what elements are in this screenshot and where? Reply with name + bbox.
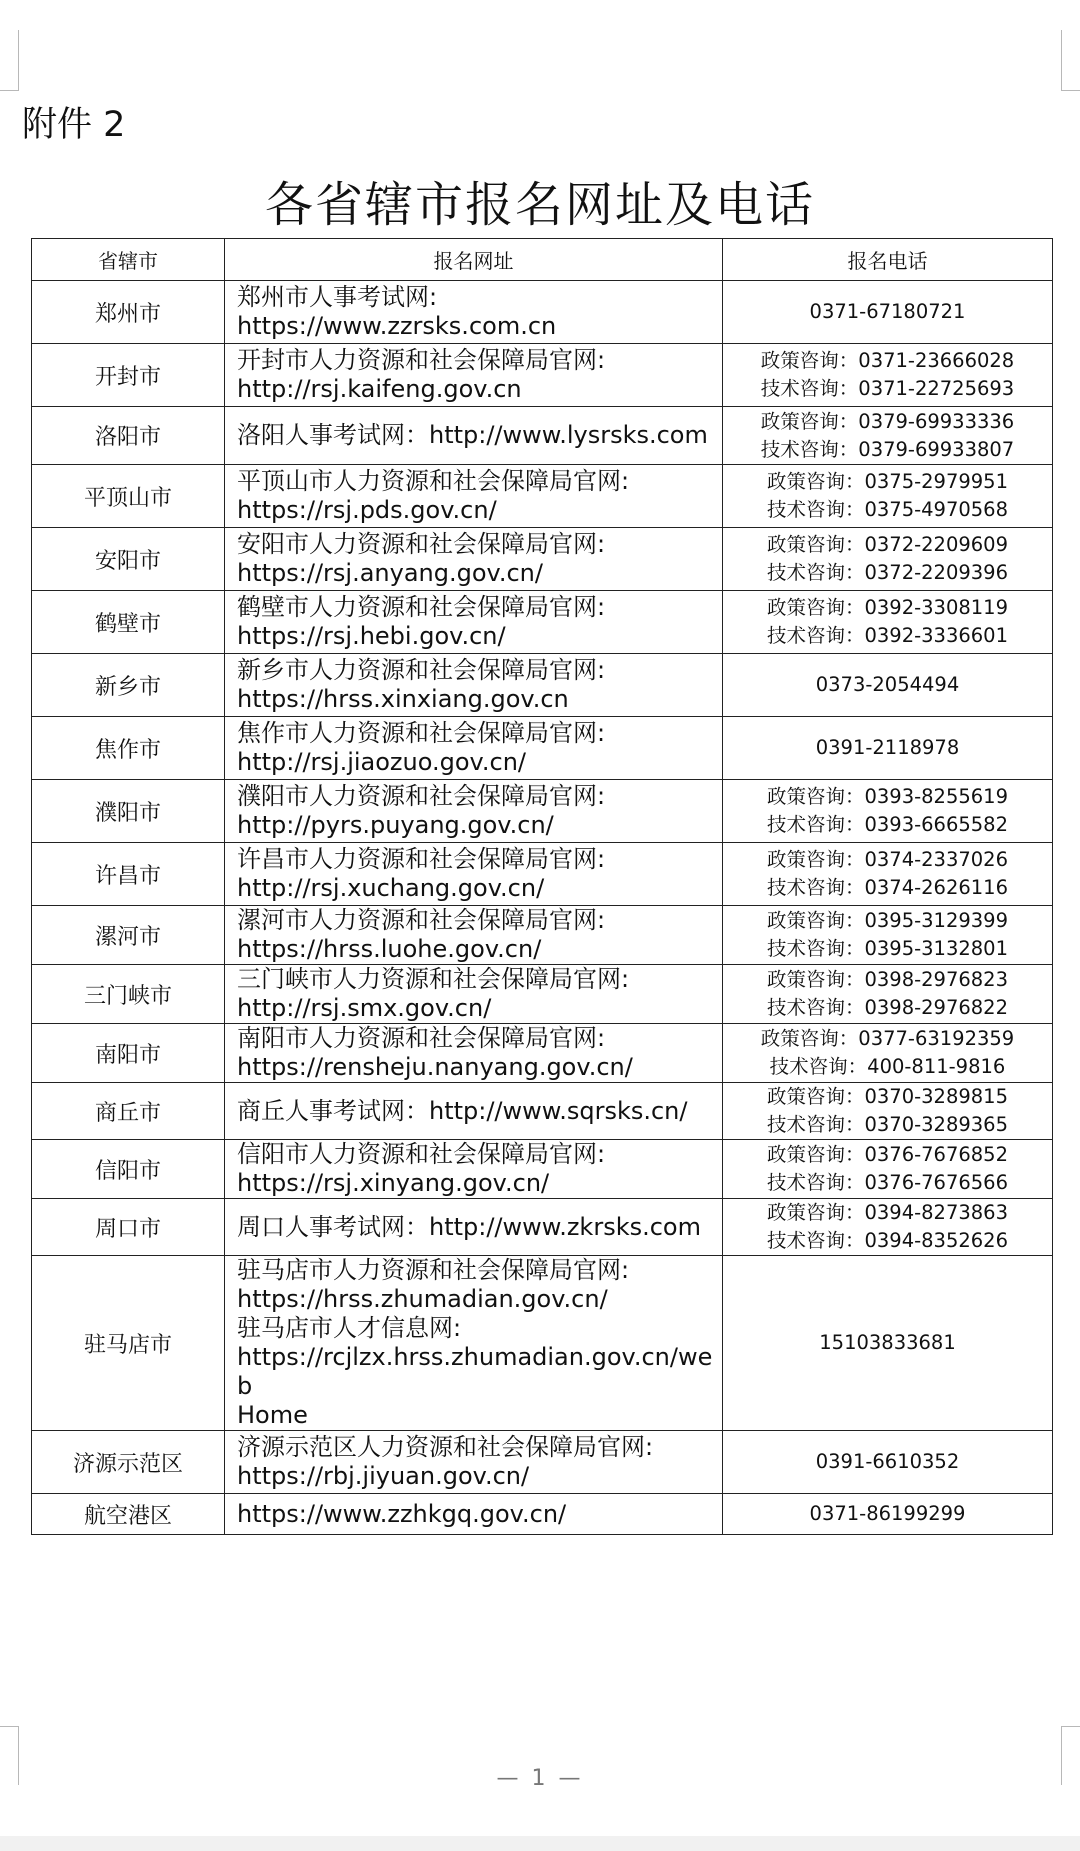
phone-cell xyxy=(723,654,1053,717)
phone-line: 技术咨询：0370-3289365 xyxy=(766,1113,1008,1136)
website-line: 鹤壁市人力资源和社会保障局官网: xyxy=(237,593,606,621)
website-cell xyxy=(225,1140,723,1199)
website-line: https://rbj.jiyuan.gov.cn/ xyxy=(237,1462,530,1490)
phone-line: 政策咨询：0379-69933336 xyxy=(760,409,1015,433)
website-cell xyxy=(225,1024,723,1083)
phone-cell xyxy=(723,344,1053,407)
website-line: 新乡市人力资源和社会保障局官网: xyxy=(237,656,606,684)
phone-cell xyxy=(723,780,1053,843)
city-cell: 周口市 xyxy=(32,1199,225,1256)
table-header-row xyxy=(32,239,1053,281)
table-row xyxy=(32,843,1053,906)
phone-cell xyxy=(723,717,1053,780)
website-line: 济源示范区人力资源和社会保障局官网: xyxy=(237,1433,654,1461)
city-cell: 新乡市 xyxy=(32,654,225,717)
phone-line: 0371-86199299 xyxy=(809,1502,966,1525)
phone-line: 技术咨询：0394-8352626 xyxy=(766,1229,1008,1252)
website-line: 驻马店市人才信息网: xyxy=(237,1314,462,1342)
table-row xyxy=(32,1024,1053,1083)
phone-line: 技术咨询：400-811-9816 xyxy=(769,1055,1006,1078)
phone-cell xyxy=(723,281,1053,344)
phone-cell xyxy=(723,1256,1053,1431)
city-cell: 三门峡市 xyxy=(32,965,225,1024)
table-row xyxy=(32,1140,1053,1199)
city-cell: 航空港区 xyxy=(32,1494,225,1535)
table-row xyxy=(32,654,1053,717)
phone-line: 技术咨询：0376-7676566 xyxy=(766,1171,1008,1194)
website-line: 焦作市人力资源和社会保障局官网: xyxy=(237,719,606,747)
phone-cell xyxy=(723,1024,1053,1083)
website-line: 南阳市人力资源和社会保障局官网: xyxy=(237,1024,606,1052)
phone-cell xyxy=(723,528,1053,591)
phone-cell xyxy=(723,1199,1053,1256)
city-cell: 鹤壁市 xyxy=(32,591,225,654)
phone-cell xyxy=(723,843,1053,906)
website-cell xyxy=(225,407,723,465)
phone-line: 技术咨询：0392-3336601 xyxy=(766,624,1008,647)
crop-mark-top-right xyxy=(1061,30,1080,91)
website-cell xyxy=(225,780,723,843)
phone-cell xyxy=(723,1083,1053,1140)
table-row xyxy=(32,717,1053,780)
phone-line: 政策咨询：0374-2337026 xyxy=(766,848,1008,871)
website-line: https://www.zzrsks.com.cn xyxy=(237,312,557,340)
website-line: https://rsj.hebi.gov.cn/ xyxy=(237,622,506,650)
website-line: https://hrss.xinxiang.gov.cn xyxy=(237,685,569,713)
city-cell: 郑州市 xyxy=(32,281,225,344)
phone-line: 政策咨询：0394-8273863 xyxy=(766,1201,1008,1224)
city-cell: 商丘市 xyxy=(32,1083,225,1140)
table-row xyxy=(32,1083,1053,1140)
website-line: 周口人事考试网：http://www.zkrsks.com xyxy=(237,1212,701,1241)
website-cell xyxy=(225,528,723,591)
website-line: 许昌市人力资源和社会保障局官网: xyxy=(237,845,606,873)
table-row xyxy=(32,344,1053,407)
website-line: 开封市人力资源和社会保障局官网: xyxy=(237,346,606,374)
phone-cell xyxy=(723,1140,1053,1199)
phone-line: 政策咨询：0392-3308119 xyxy=(766,596,1008,619)
website-cell xyxy=(225,1494,723,1535)
city-cell: 南阳市 xyxy=(32,1024,225,1083)
city-cell: 濮阳市 xyxy=(32,780,225,843)
table-row xyxy=(32,1494,1053,1535)
website-line: 郑州市人事考试网: xyxy=(237,283,438,311)
website-line: 三门峡市人力资源和社会保障局官网: xyxy=(237,965,630,993)
phone-line: 政策咨询：0393-8255619 xyxy=(766,785,1008,808)
phone-cell xyxy=(723,591,1053,654)
table-row xyxy=(32,906,1053,965)
phone-line: 技术咨询：0393-6665582 xyxy=(766,813,1008,836)
table-row xyxy=(32,1431,1053,1494)
page-number: — 1 — xyxy=(496,1766,584,1791)
website-cell xyxy=(225,344,723,407)
registration-table xyxy=(31,238,1053,1535)
attachment-label: 附件 2 xyxy=(22,105,126,145)
table-row xyxy=(32,281,1053,344)
table-row xyxy=(32,465,1053,528)
city-cell: 洛阳市 xyxy=(32,407,225,465)
phone-line: 技术咨询：0375-4970568 xyxy=(766,498,1008,521)
city-cell: 平顶山市 xyxy=(32,465,225,528)
website-line: http://rsj.smx.gov.cn/ xyxy=(237,994,492,1022)
website-cell xyxy=(225,843,723,906)
phone-line: 0391-6610352 xyxy=(815,1450,960,1473)
phone-line: 政策咨询：0398-2976823 xyxy=(766,968,1008,991)
phone-cell xyxy=(723,906,1053,965)
city-cell: 焦作市 xyxy=(32,717,225,780)
website-cell xyxy=(225,591,723,654)
city-cell: 信阳市 xyxy=(32,1140,225,1199)
city-cell: 驻马店市 xyxy=(32,1256,225,1431)
phone-line: 政策咨询：0376-7676852 xyxy=(766,1143,1008,1166)
header-city: 省辖市 xyxy=(32,239,225,281)
phone-line: 技术咨询：0374-2626116 xyxy=(766,876,1008,899)
table-row xyxy=(32,407,1053,465)
website-line: https://rsj.pds.gov.cn/ xyxy=(237,496,497,524)
website-cell xyxy=(225,1256,723,1431)
website-line: http://rsj.jiaozuo.gov.cn/ xyxy=(237,748,526,776)
website-line: 洛阳人事考试网：http://www.lysrsks.com xyxy=(237,421,708,449)
phone-line: 0371-67180721 xyxy=(809,300,966,323)
table-row xyxy=(32,780,1053,843)
website-cell xyxy=(225,1199,723,1256)
city-cell: 开封市 xyxy=(32,344,225,407)
phone-line: 技术咨询：0379-69933807 xyxy=(760,437,1015,461)
table-row xyxy=(32,591,1053,654)
website-line: 安阳市人力资源和社会保障局官网: xyxy=(237,530,606,558)
phone-line: 政策咨询：0377-63192359 xyxy=(760,1027,1015,1050)
phone-line: 技术咨询：0371-22725693 xyxy=(760,377,1015,400)
website-cell xyxy=(225,1431,723,1494)
header-website: 报名网址 xyxy=(225,239,723,281)
website-line: http://rsj.xuchang.gov.cn/ xyxy=(237,874,545,902)
header-phone: 报名电话 xyxy=(723,239,1053,281)
website-cell xyxy=(225,717,723,780)
website-line: 濮阳市人力资源和社会保障局官网: xyxy=(237,782,606,810)
phone-line: 政策咨询：0395-3129399 xyxy=(766,909,1008,932)
table-row xyxy=(32,965,1053,1024)
phone-line: 0373-2054494 xyxy=(815,673,960,696)
website-line: https://rsj.xinyang.gov.cn/ xyxy=(237,1169,550,1197)
city-cell: 济源示范区 xyxy=(32,1431,225,1494)
website-line: https://hrss.zhumadian.gov.cn/ xyxy=(237,1285,608,1313)
phone-line: 技术咨询：0398-2976822 xyxy=(766,996,1008,1019)
table-row xyxy=(32,1199,1053,1256)
website-line: 商丘人事考试网：http://www.sqrsks.cn/ xyxy=(237,1096,688,1125)
phone-line: 15103833681 xyxy=(819,1331,956,1354)
phone-cell xyxy=(723,407,1053,465)
website-line: https://www.zzhkgq.gov.cn/ xyxy=(237,1499,567,1528)
phone-cell xyxy=(723,1494,1053,1535)
phone-cell xyxy=(723,1431,1053,1494)
website-line: http://rsj.kaifeng.gov.cn xyxy=(237,375,522,403)
website-line: https://hrss.luohe.gov.cn/ xyxy=(237,935,542,963)
website-line: https://rensheju.nanyang.gov.cn/ xyxy=(237,1053,633,1081)
bottom-edge xyxy=(0,1836,1080,1851)
website-line: http://pyrs.puyang.gov.cn/ xyxy=(237,811,554,839)
crop-mark-top-left xyxy=(0,30,19,91)
phone-line: 0391-2118978 xyxy=(815,736,960,759)
phone-line: 技术咨询：0372-2209396 xyxy=(766,561,1008,584)
page-title: 各省辖市报名网址及电话 xyxy=(264,177,815,233)
phone-cell xyxy=(723,965,1053,1024)
phone-line: 技术咨询：0395-3132801 xyxy=(766,937,1008,960)
website-cell xyxy=(225,654,723,717)
city-cell: 漯河市 xyxy=(32,906,225,965)
website-cell xyxy=(225,1083,723,1140)
phone-line: 政策咨询：0371-23666028 xyxy=(760,349,1015,372)
website-line: 信阳市人力资源和社会保障局官网: xyxy=(237,1140,606,1168)
website-line: https://rcjlzx.hrss.zhumadian.gov.cn/web xyxy=(237,1343,713,1400)
table-row xyxy=(32,528,1053,591)
phone-line: 政策咨询：0372-2209609 xyxy=(766,533,1008,556)
city-cell: 安阳市 xyxy=(32,528,225,591)
table-row xyxy=(32,1256,1053,1431)
phone-line: 政策咨询：0370-3289815 xyxy=(766,1085,1008,1108)
city-cell: 许昌市 xyxy=(32,843,225,906)
website-line: https://rsj.anyang.gov.cn/ xyxy=(237,559,543,587)
website-cell xyxy=(225,906,723,965)
phone-line: 政策咨询：0375-2979951 xyxy=(766,470,1008,493)
website-cell xyxy=(225,281,723,344)
website-line: 漯河市人力资源和社会保障局官网: xyxy=(237,906,606,934)
phone-cell xyxy=(723,465,1053,528)
website-cell xyxy=(225,465,723,528)
website-line: 平顶山市人力资源和社会保障局官网: xyxy=(237,467,630,495)
website-line: Home xyxy=(237,1401,308,1429)
website-cell xyxy=(225,965,723,1024)
website-line: 驻马店市人力资源和社会保障局官网: xyxy=(237,1256,630,1284)
